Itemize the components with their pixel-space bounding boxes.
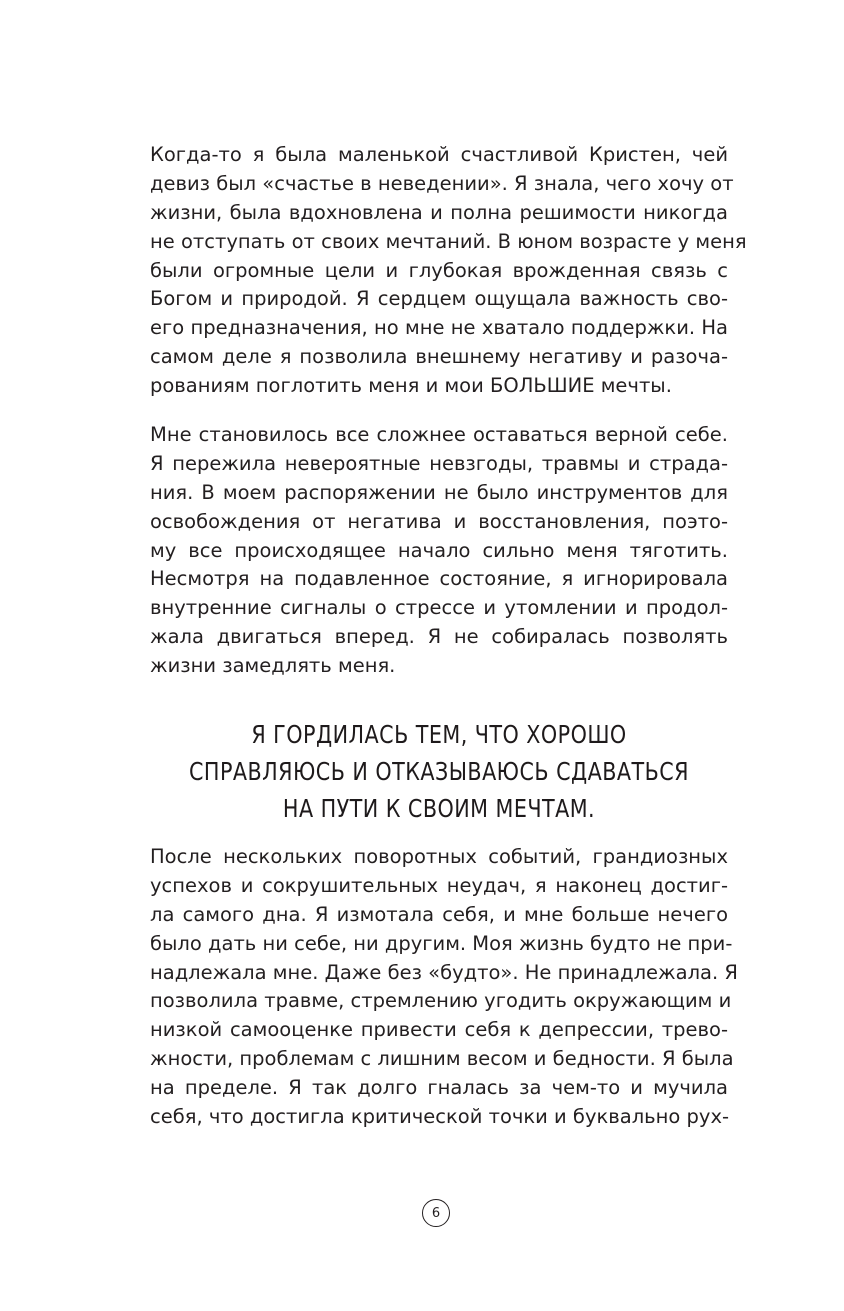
paragraph-line: жизни замедлять меня. — [150, 654, 396, 678]
paragraph-line: Я пережила невероятные невзгоды, травмы и страда- — [150, 451, 728, 475]
paragraph-line: ла самого дна. Я измотала себя, и мне больше нечего — [150, 902, 728, 926]
paragraph-line: низкой самооценке привести себя к депрессии, трево- — [150, 1018, 728, 1042]
paragraph-line: было дать ни себе, ни другим. Моя жизнь будто не при- — [150, 931, 733, 955]
page-number — [422, 1199, 450, 1227]
paragraph-line: на пределе. Я так долго гналась за чем-то и мучила — [150, 1076, 728, 1100]
paragraph-line: рованиям поглотить меня и мои БОЛЬШИЕ мечты. — [150, 374, 672, 398]
pull-quote-line: НА ПУТИ К СВОИМ МЕЧТАМ. — [282, 794, 596, 823]
paragraph-line: ния. В моем распоряжении не было инструментов для — [150, 480, 728, 504]
paragraph-1 — [150, 141, 747, 401]
paragraph-line: внутренние сигналы о стрессе и утомлении и продол- — [150, 596, 728, 620]
paragraph-line: были огромные цели и глубокая врожденная связь с — [150, 258, 728, 282]
pull-quote-line: СПРАВЛЯЮСЬ И ОТКАЗЫВАЮСЬ СДАВАТЬСЯ — [189, 757, 689, 786]
paragraph-line: Богом и природой. Я сердцем ощущала важность сво- — [150, 287, 728, 311]
paragraph-line: После нескольких поворотных событий, грандиозных — [150, 845, 728, 868]
paragraph-2 — [150, 421, 728, 681]
paragraph-line: му все происходящее начало сильно меня тяготить. — [150, 538, 728, 562]
paragraph-line: позволила травме, стремлению угодить окружающим и — [150, 989, 732, 1013]
paragraph-line: его предназначения, но мне не хватало поддержки. На — [150, 316, 728, 340]
paragraph-line: освобождения от негатива и восстановления, поэто- — [150, 509, 728, 533]
paragraph-line: самом деле я позволила внешнему негативу и разоча- — [150, 345, 728, 369]
pull-quote-line: Я ГОРДИЛАСЬ ТЕМ, ЧТО ХОРОШО — [251, 720, 627, 749]
pull-quote — [150, 716, 728, 827]
paragraph-line: Несмотря на подавленное состояние, я игнорировала — [150, 567, 728, 591]
paragraph-line: надлежала мне. Даже без «будто». Не принадлежала. Я — [150, 960, 738, 984]
page-number-label: 6 — [431, 1205, 441, 1221]
paragraph-line: жизни, была вдохновлена и полна решимости никогда — [150, 200, 728, 224]
paragraph-3 — [150, 843, 738, 1132]
paragraph-line: жности, проблемам с лишним весом и бедности. Я была — [150, 1047, 734, 1071]
paragraph-line: Когда-то я была маленькой счастливой Кристен, чей — [150, 143, 728, 166]
paragraph-line: себя, что достигла критической точки и буквально рух- — [150, 1105, 730, 1129]
paragraph-line: девиз был «счастье в неведении». Я знала, чего хочу от — [150, 171, 734, 195]
paragraph-line: успехов и сокрушительных неудач, я наконец достиг- — [150, 873, 728, 897]
paragraph-line: Мне становилось все сложнее оставаться верной себе. — [150, 423, 728, 446]
paragraph-line: жала двигаться вперед. Я не собиралась позволять — [150, 625, 728, 649]
paragraph-line: не отступать от своих мечтаний. В юном возрасте у меня — [150, 229, 747, 253]
